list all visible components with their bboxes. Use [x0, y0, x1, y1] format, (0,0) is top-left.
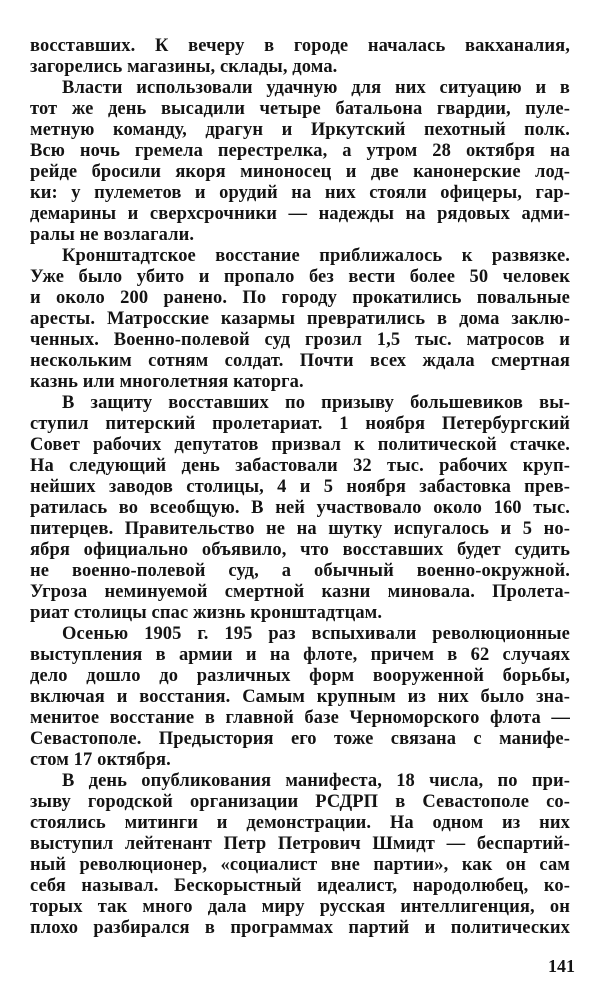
text-line: В защиту восставших по призыву большевиков вы-	[62, 392, 570, 414]
page-number: 141	[548, 956, 575, 976]
text-line: зыву городской организации РСДРП в Севастополе со-	[30, 791, 570, 813]
text-line: нейших заводов столицы, 4 и 5 ноября забастовка прев-	[30, 476, 570, 498]
text-line: торых так много дала миру русская интеллигенция, он	[30, 896, 570, 918]
text-line: Угроза неминуемой смертной казни миновала. Пролета-	[30, 581, 570, 603]
text-line: восставших. К вечеру в городе началась вакханалия,	[30, 35, 570, 57]
text-line: На следующий день забастовали 32 тыс. рабочих круп-	[30, 455, 570, 477]
paragraph	[30, 624, 570, 771]
text-line: Осенью 1905 г. 195 раз вспыхивали революционные	[62, 623, 570, 645]
text-line: Уже было убито и пропало без вести более 50 человек	[30, 266, 570, 288]
text-line: тот же день высадили четыре батальона гвардии, пуле-	[30, 98, 570, 120]
text-line: В день опубликования манифеста, 18 числа, по при-	[62, 770, 570, 792]
text-line: выступил лейтенант Петр Петрович Шмидт — беспартий-	[30, 833, 570, 855]
text-line: ября официально объявило, что восставших будет судить	[30, 539, 570, 561]
text-line: менитое восстание в главной базе Черноморского флота —	[30, 707, 570, 729]
text-line: рейде бросили якоря миноносец и две канонерские лод-	[30, 161, 570, 183]
text-line: стоялись митинги и демонстрации. На одном из них	[30, 812, 570, 834]
text-line: выступления в армии и на флоте, причем в 62 случаях	[30, 644, 570, 666]
text-line: ступил питерский пролетариат. 1 ноября Петербургский	[30, 413, 570, 435]
paragraph	[30, 78, 570, 246]
page-body-text	[30, 36, 570, 939]
text-line: демарины и сверхсрочники — надежды на рядовых адми-	[30, 203, 570, 225]
text-line: не военно-полевой суд, а обычный военно-окружной.	[30, 560, 570, 582]
text-line: загорелись магазины, склады, дома.	[30, 56, 338, 78]
text-line: ченных. Военно-полевой суд грозил 1,5 тыс. матросов и	[30, 329, 570, 351]
text-line: ки: у пулеметов и орудий на них стояли офицеры, гар-	[30, 182, 570, 204]
text-line: включая и восстания. Самым крупным из них было зна-	[30, 686, 570, 708]
paragraph	[30, 393, 570, 624]
text-line: Кронштадтское восстание приближалось к развязке.	[62, 245, 570, 267]
text-line: питерцев. Правительство не на шутку испугалось и 5 но-	[30, 518, 570, 540]
text-line: стом 17 октября.	[30, 749, 171, 771]
paragraph	[30, 246, 570, 393]
text-line: и около 200 ранено. По городу прокатились повальные	[30, 287, 570, 309]
text-line: Всю ночь гремела перестрелка, а утром 28 октября на	[30, 140, 570, 162]
text-line: Власти использовали удачную для них ситуацию и в	[62, 77, 570, 99]
text-line: аресты. Матросские казармы превратились в дома заклю-	[30, 308, 570, 330]
text-line: Севастополе. Предыстория его тоже связана с манифе-	[30, 728, 570, 750]
text-line: риат столицы спас жизнь кронштадтцам.	[30, 602, 383, 624]
text-line: Совет рабочих депутатов призвал к политической стачке.	[30, 434, 570, 456]
text-line: себя называл. Бескорыстный идеалист, народолюбец, ко-	[30, 875, 570, 897]
paragraph	[30, 36, 570, 78]
text-line: казнь или многолетняя каторга.	[30, 371, 304, 393]
text-line: ралы не возлагали.	[30, 224, 195, 246]
text-line: плохо разбирался в программах партий и политических	[30, 917, 570, 939]
paragraph	[30, 771, 570, 939]
text-line: дело дошло до различных форм вооруженной борьбы,	[30, 665, 570, 687]
text-line: ный революционер, «социалист вне партии», как он сам	[30, 854, 570, 876]
text-line: ратилась во всеобщую. В ней участвовало около 160 тыс.	[30, 497, 570, 519]
text-line: нескольким сотням солдат. Почти всех ждала смертная	[30, 350, 570, 372]
text-line: метную команду, драгун и Иркутский пехотный полк.	[30, 119, 570, 141]
